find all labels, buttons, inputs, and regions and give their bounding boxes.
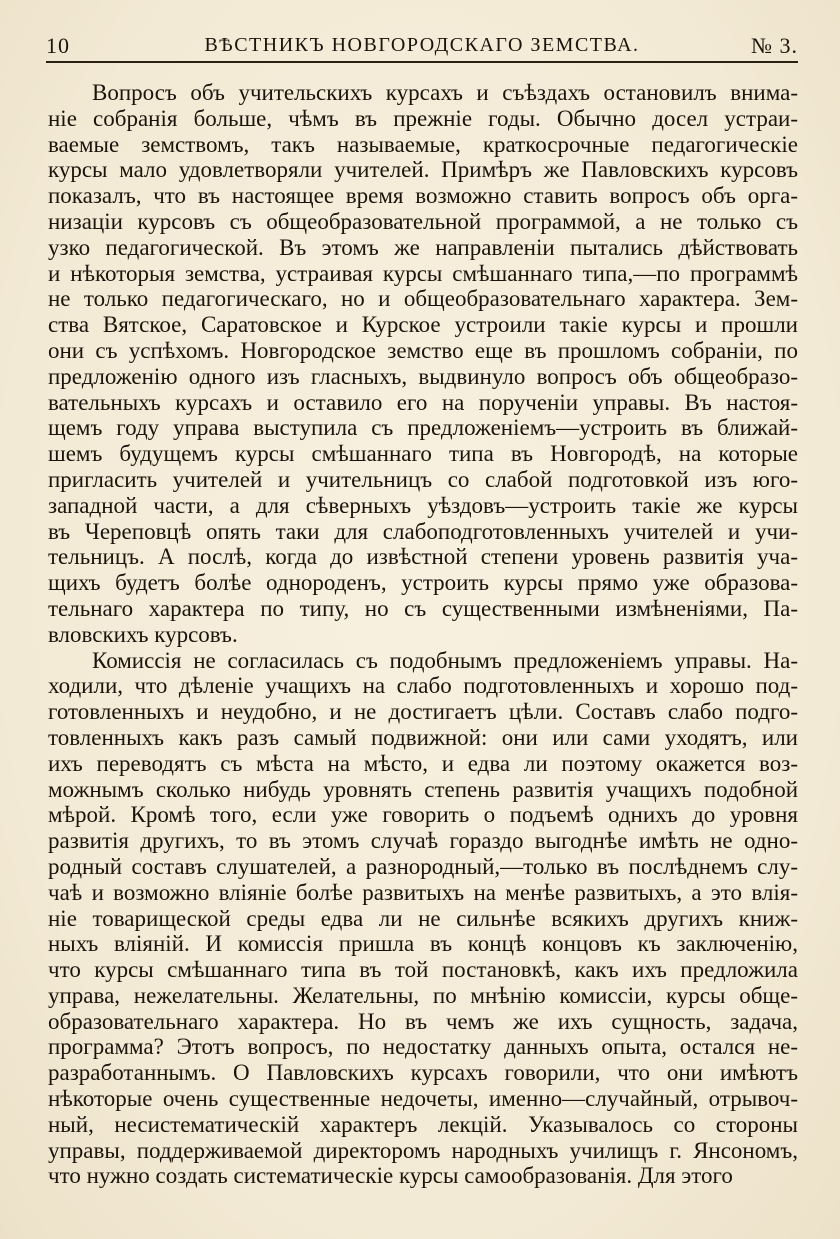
- text-line: образовательнаго характера. Но въ чемъ же ихъ сущность, задача,: [48, 1008, 798, 1034]
- text-line: ніе собранія больше, чѣмъ въ прежніе годы. Обычно досел устраи-: [48, 105, 798, 131]
- text-line: не только педагогическаго, но и общеобразовательнаго характера. Зем-: [48, 286, 798, 312]
- text-line: управы, поддерживаемой директоромъ народныхъ училищъ г. Янсономъ,: [48, 1137, 798, 1163]
- text-line: щихъ будетъ болѣе однороденъ, устроить курсы прямо уже образова-: [48, 570, 798, 596]
- text-line: тельницъ. А послѣ, когда до извѣстной степени уровень развитія уча-: [48, 544, 798, 570]
- paragraph: [48, 80, 798, 648]
- text-line: товленныхъ какъ разъ самый подвижной: они или сами уходятъ, или: [48, 724, 798, 750]
- text-line: курсы мало удовлетворяли учителей. Примѣръ же Павловскихъ курсовъ: [48, 157, 798, 183]
- text-line: ихъ переводятъ съ мѣста на мѣсто, и едва ли поэтому окажется воз-: [48, 750, 798, 776]
- paragraph: [48, 648, 798, 1190]
- text-line: и нѣкоторыя земства, устраивая курсы смѣшаннаго типа,—по программѣ: [48, 260, 798, 286]
- text-line: шемъ будущемъ курсы смѣшаннаго типа въ Новгородѣ, на которые: [48, 441, 798, 467]
- text-line: вательныхъ курсахъ и оставило его на порученіи управы. Въ настоя-: [48, 389, 798, 415]
- text-line: показалъ, что въ настоящее время возможно ставить вопросъ объ орга-: [48, 183, 798, 209]
- article-body: [48, 80, 798, 1189]
- issue-number: № 3.: [751, 33, 798, 58]
- text-line: развитія другихъ, то въ этомъ случаѣ гораздо выгоднѣе имѣть не одно-: [48, 828, 798, 854]
- text-line: узко педагогической. Въ этомъ же направленіи пытались дѣйствовать: [48, 234, 798, 260]
- text-line: нѣкоторые очень существенные недочеты, именно—случайный, отрывоч-: [48, 1086, 798, 1112]
- text-line: щемъ году управа выступила съ предложеніемъ—устроить въ ближай-: [48, 415, 798, 441]
- text-line: чаѣ и возможно вліяніе болѣе развитыхъ на менѣе развитыхъ, а это влія-: [48, 879, 798, 905]
- text-line: пригласить учителей и учительницъ со слабой подготовкой изъ юго-: [48, 466, 798, 492]
- page-header: [46, 30, 798, 60]
- text-line: управа, нежелательны. Желательны, по мнѣнію комиссіи, курсы обще-: [48, 982, 798, 1008]
- text-line: готовленныхъ и неудобно, и не достигаетъ цѣли. Составъ слабо подго-: [48, 699, 798, 725]
- text-line: въ Череповцѣ опять таки для слабоподготовленныхъ учителей и учи-: [48, 518, 798, 544]
- page-number: 10: [46, 33, 70, 58]
- text-line: тельнаго характера по типу, но съ существенными измѣненіями, Па-: [48, 595, 798, 621]
- header-rule: [46, 61, 798, 63]
- text-line: Вопросъ объ учительскихъ курсахъ и съѣздахъ остановилъ внима-: [92, 80, 798, 105]
- text-line: Комиссія не согласилась съ подобнымъ предложеніемъ управы. На-: [92, 647, 798, 673]
- text-line: ства Вятское, Саратовское и Курское устроили такіе курсы и прошли: [48, 312, 798, 338]
- text-line: низаціи курсовъ съ общеобразовательной программой, а не только съ: [48, 208, 798, 234]
- text-line: ный, несистематическій характеръ лекцій. Указывалось со стороны: [48, 1111, 798, 1137]
- text-line: вловскихъ курсовъ.: [48, 621, 238, 647]
- text-line: ходили, что дѣленіе учащихъ на слабо подготовленныхъ и хорошо под-: [48, 673, 798, 699]
- text-line: родный составъ слушателей, а разнородный,—только въ послѣднемъ слу-: [48, 853, 798, 879]
- text-line: мѣрой. Кромѣ того, если уже говорить о подъемѣ однихъ до уровня: [48, 802, 798, 828]
- text-line: программа? Этотъ вопросъ, по недостатку данныхъ опыта, остался не-: [48, 1034, 798, 1060]
- text-line: ніе товарищеской среды едва ли не сильнѣе всякихъ другихъ книж-: [48, 905, 798, 931]
- running-title: ВѢСТНИКЪ НОВГОРОДСКАГО ЗЕМСТВА.: [204, 34, 640, 56]
- text-line: они съ успѣхомъ. Новгородское земство еще въ прошломъ собраніи, по: [48, 337, 798, 363]
- text-line: западной части, а для сѣверныхъ уѣздовъ—устроить такіе же курсы: [48, 492, 798, 518]
- text-line: ваемые земствомъ, такъ называемые, краткосрочные педагогическіе: [48, 131, 798, 157]
- text-line: ныхъ вліяній. И комиссія пришла въ концѣ концовъ къ заключенію,: [48, 931, 798, 957]
- text-line: предложенію одного изъ гласныхъ, выдвинуло вопросъ объ общеобразо-: [48, 363, 798, 389]
- text-line: можнымъ сколько нибудь уровнять степень развитія учащихъ подобной: [48, 776, 798, 802]
- text-line: разработаннымъ. О Павловскихъ курсахъ говорили, что они имѣютъ: [48, 1060, 798, 1086]
- text-line: что курсы смѣшаннаго типа въ той постановкѣ, какъ ихъ предложила: [48, 957, 798, 983]
- text-line: что нужно создать систематическіе курсы самообразованія. Для этого: [48, 1163, 733, 1189]
